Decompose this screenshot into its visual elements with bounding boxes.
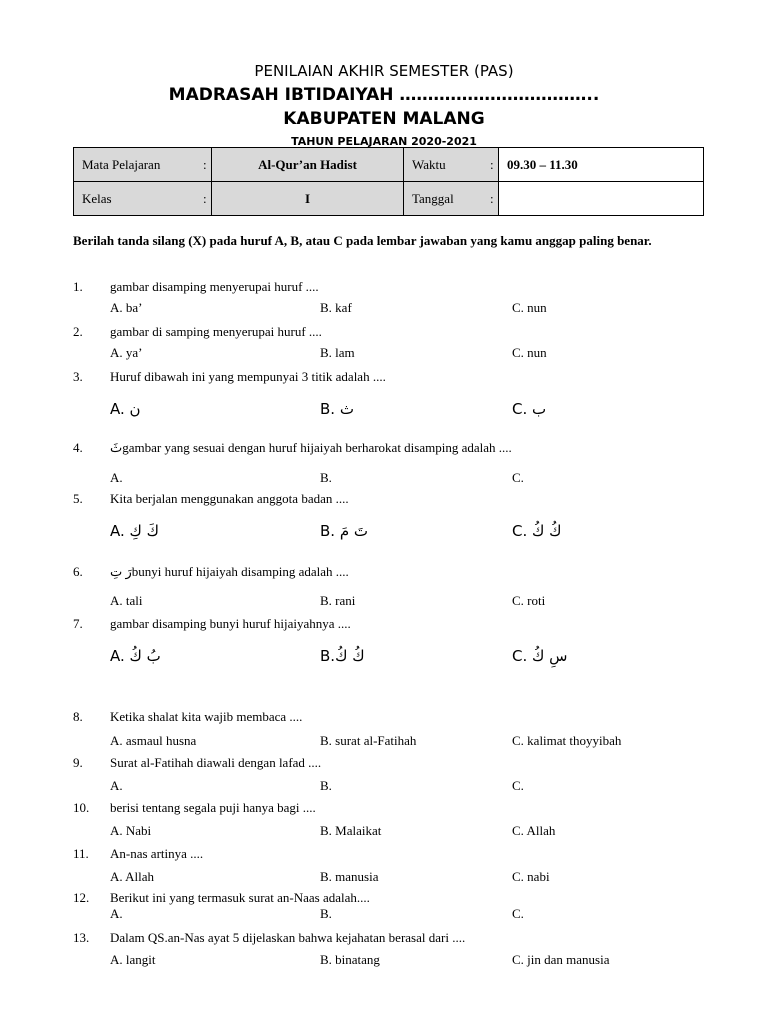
date-value: [499, 182, 704, 216]
option-b: B.: [320, 906, 332, 921]
option-c: C.: [512, 778, 524, 793]
question-number: 11.: [73, 846, 89, 861]
question-number: 7.: [73, 616, 83, 631]
option-a: A. بُ كُ: [110, 647, 161, 665]
question-text: Huruf dibawah ini yang mempunyai 3 titik adalah ....: [110, 369, 386, 384]
option-c: C. nun: [512, 300, 547, 315]
option-c: C. jin dan manusia: [512, 952, 610, 967]
option-a: A.: [110, 470, 123, 485]
option-c: C.: [512, 906, 524, 921]
question-text: berisi tentang segala puji hanya bagi ....: [110, 800, 316, 815]
question-text: Surat al-Fatihah diawali dengan lafad ....: [110, 755, 322, 770]
option-b: B. manusia: [320, 869, 379, 884]
question-number: 4.: [73, 440, 83, 455]
date-label: Tanggal: [404, 182, 491, 216]
option-a: A. langit: [110, 952, 156, 967]
class-value: I: [212, 182, 404, 216]
option-a: A. ba’: [110, 300, 143, 315]
class-label: Kelas: [74, 182, 204, 216]
option-b: B.: [320, 470, 332, 485]
option-b: B. ث: [320, 400, 354, 418]
option-c: C.: [512, 470, 524, 485]
option-a: A. Allah: [110, 869, 155, 884]
option-c: C. Allah: [512, 823, 556, 838]
question-text: Berikut ini yang termasuk surat an-Naas adalah....: [110, 890, 370, 905]
question-number: 12.: [73, 890, 90, 905]
colon: :: [203, 182, 212, 216]
option-a: A. tali: [110, 593, 143, 608]
question-number: 13.: [73, 930, 90, 945]
exam-title: PENILAIAN AKHIR SEMESTER (PAS): [254, 62, 514, 80]
colon: :: [490, 148, 499, 182]
subject-label: Mata Pelajaran: [74, 148, 204, 182]
question-number: 9.: [73, 755, 83, 770]
question-number: 5.: [73, 491, 83, 506]
option-c: C. nabi: [512, 869, 550, 884]
question-text: Ketika shalat kita wajib membaca ....: [110, 709, 303, 724]
time-label: Waktu: [404, 148, 491, 182]
option-c: C. ب: [512, 400, 547, 418]
option-c: C. كُ كُ: [512, 522, 562, 540]
academic-year: TAHUN PELAJARAN 2020-2021: [291, 135, 477, 148]
school-name: MADRASAH IBTIDAIYAH ……………………………..: [168, 85, 600, 105]
option-b: B. binatang: [320, 952, 380, 967]
question-number: 2.: [73, 324, 83, 339]
option-b: B.: [320, 778, 332, 793]
question-number: 6.: [73, 564, 83, 579]
info-row-subject: [74, 148, 704, 182]
question-number: 3.: [73, 369, 83, 384]
question-number: 8.: [73, 709, 83, 724]
exam-info-table: [73, 147, 704, 216]
option-a: A. ya’: [110, 345, 143, 360]
option-a: A.: [110, 778, 123, 793]
colon: :: [203, 148, 212, 182]
question-text: Dalam QS.an-Nas ayat 5 dijelaskan bahwa kejahatan berasal dari ....: [110, 930, 466, 945]
option-c: C. kalimat thoyyibah: [512, 733, 622, 748]
option-c: C. roti: [512, 593, 546, 608]
question-number: 10.: [73, 800, 90, 815]
option-a: A. كَ كِ: [110, 522, 160, 540]
question-text: gambar disamping menyerupai huruf ....: [110, 279, 319, 294]
option-b: B. Malaikat: [320, 823, 382, 838]
option-b: B. surat al-Fatihah: [320, 733, 417, 748]
instruction-text: Berilah tanda silang (X) pada huruf A, B, atau C pada lembar jawaban yang kamu anggap paling benar.: [73, 233, 652, 248]
option-a: A. ن: [110, 400, 141, 418]
info-row-class: [74, 182, 704, 216]
time-value: 09.30 – 11.30: [499, 148, 704, 182]
question-text: ثَgambar yang sesuai dengan huruf hijaiyah berharokat disamping adalah ....: [110, 440, 512, 455]
option-a: A. asmaul husna: [110, 733, 197, 748]
option-b: B. rani: [320, 593, 356, 608]
question-text: رَ تِbunyi huruf hijaiyah disamping adalah ....: [110, 564, 349, 579]
question-text: gambar di samping menyerupai huruf ....: [110, 324, 322, 339]
subject-value: Al-Qur’an Hadist: [212, 148, 404, 182]
question-text: Kita berjalan menggunakan anggota badan ....: [110, 491, 349, 506]
option-b: B. lam: [320, 345, 355, 360]
colon: :: [490, 182, 499, 216]
question-text: gambar disamping bunyi huruf hijaiyahnya ....: [110, 616, 351, 631]
question-number: 1.: [73, 279, 83, 294]
option-a: A. Nabi: [110, 823, 152, 838]
option-b: B. kaf: [320, 300, 352, 315]
option-a: A.: [110, 906, 123, 921]
option-b: B.كُ كُ: [320, 647, 365, 665]
option-c: C. سِ كُ: [512, 647, 568, 665]
district-name: KABUPATEN MALANG: [283, 109, 485, 129]
option-b: B. تَ مَ: [320, 522, 369, 540]
question-text: An-nas artinya ....: [110, 846, 204, 861]
option-c: C. nun: [512, 345, 547, 360]
